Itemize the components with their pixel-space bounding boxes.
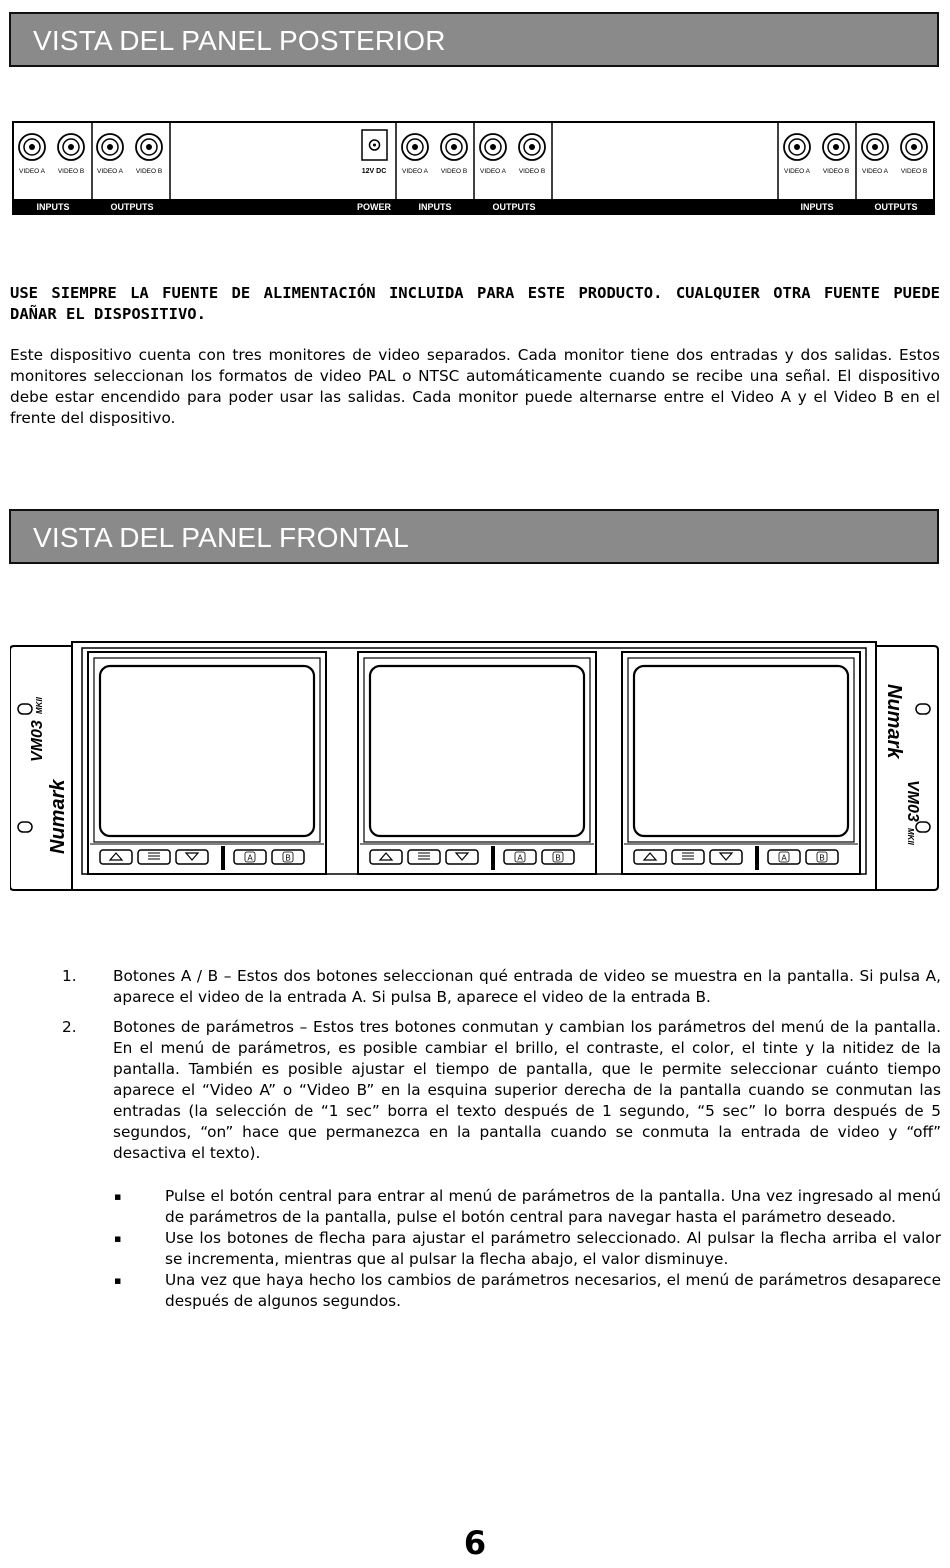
- button-label: A: [517, 853, 523, 863]
- rca-jack: [862, 134, 889, 175]
- video-b-button[interactable]: [542, 850, 574, 864]
- list-item: [0, 1017, 950, 1164]
- video-a-button[interactable]: [768, 850, 800, 864]
- button-label: B: [819, 853, 825, 863]
- bullet-mark: ▪: [114, 1274, 122, 1287]
- bullet-mark: ▪: [114, 1232, 122, 1245]
- bullet-item: [0, 1270, 950, 1312]
- rca-jack-label: VIDEO A: [479, 168, 507, 175]
- bullet-list: [0, 1186, 950, 1312]
- monitor: [622, 652, 860, 874]
- rear-group-label: INPUTS: [800, 202, 834, 212]
- menu-button[interactable]: [138, 850, 170, 864]
- left-model-text: VM03: [29, 720, 46, 762]
- front-panel-diagram: [10, 640, 940, 896]
- button-separator: [755, 846, 759, 870]
- left-mount-hole-top: [18, 704, 32, 714]
- rear-panel-diagram: [12, 120, 936, 216]
- down-arrow-button[interactable]: [710, 850, 742, 864]
- right-rack-ear: [876, 646, 938, 890]
- page-number: 6: [463, 1524, 487, 1562]
- rca-jack-label: VIDEO A: [18, 168, 46, 175]
- monitor-screen: [100, 666, 314, 836]
- power-jack: [362, 130, 387, 160]
- left-brand-text: Numark: [47, 779, 69, 854]
- rca-jack: [441, 134, 467, 175]
- button-label: B: [555, 853, 561, 863]
- rca-jack: [823, 134, 849, 175]
- rca-jack: [402, 134, 429, 175]
- monitor-screen: [634, 666, 848, 836]
- rca-jack: [480, 134, 507, 175]
- rear-group-label: POWER: [356, 202, 392, 212]
- video-a-button[interactable]: [234, 850, 266, 864]
- power-jack-label: 12V DC: [361, 168, 387, 175]
- front-panel-title: VISTA DEL PANEL FRONTAL: [33, 522, 409, 553]
- monitor: [88, 652, 326, 874]
- button-separator: [491, 846, 495, 870]
- video-b-button[interactable]: [272, 850, 304, 864]
- rca-jack: [19, 134, 46, 175]
- video-b-button[interactable]: [806, 850, 838, 864]
- rca-jack-label: VIDEO B: [57, 168, 85, 175]
- rca-jack-label: VIDEO A: [96, 168, 124, 175]
- rear-group-label: OUTPUTS: [110, 202, 154, 212]
- rca-jack: [136, 134, 162, 175]
- monitor-screen: [370, 666, 584, 836]
- bullet-text: Use los botones de flecha para ajustar el parámetro seleccionado. Al pulsar la flecha arriba el valor se incrementa, mientras que al pulsar la flecha abajo, el valor disminuye.: [165, 1229, 941, 1268]
- front-panel-section-header: [9, 509, 939, 564]
- button-label: A: [247, 853, 253, 863]
- down-arrow-button[interactable]: [176, 850, 208, 864]
- bullet-item: [0, 1186, 950, 1228]
- rear-group-label: OUTPUTS: [492, 202, 536, 212]
- left-mount-hole-bottom: [18, 822, 32, 832]
- bullet-text: Pulse el botón central para entrar al menú de parámetros de la pantalla. Una vez ingresado al menú de parámetros de la pantalla, pulse el botón central para navegar hasta el parámetro deseado.: [165, 1187, 941, 1226]
- rca-jack: [784, 134, 811, 175]
- rca-jack-label: VIDEO B: [135, 168, 163, 175]
- down-arrow-button[interactable]: [446, 850, 478, 864]
- list-item-text: Botones de parámetros – Estos tres botones conmutan y cambian los parámetros del menú de la pantalla. En el menú de parámetros, es posible cambiar el brillo, el contraste, el color, el tinte y la nitidez de la pantalla. También es posible ajustar el tiempo de pantalla, que le permite seleccionar cuánto tiempo aparece el “Video A” o “Video B” en la esquina superior derecha de la pantalla cuando se conmutan las entradas (la selección de “1 sec” borra el texto después de 1 segundo, “5 sec” lo borra después de 5 segundos, “on” hace que permanezca en la pantalla cuando se conmuta la entrada de video y “off” desactiva el texto).: [113, 1018, 941, 1162]
- rca-jack: [97, 134, 124, 175]
- rca-jack-label: VIDEO B: [822, 168, 850, 175]
- up-arrow-button[interactable]: [100, 850, 132, 864]
- button-label: B: [285, 853, 291, 863]
- list-item-text: Botones A / B – Estos dos botones seleccionan qué entrada de video se muestra en la pantalla. Si pulsa A, aparece el video de la entrada A. Si pulsa B, aparece el video de la entrada B.: [113, 967, 941, 1006]
- rca-jack: [58, 134, 84, 175]
- bullet-item: [0, 1228, 950, 1270]
- monitors: [88, 652, 860, 874]
- rear-group-label: OUTPUTS: [874, 202, 918, 212]
- up-arrow-button[interactable]: [634, 850, 666, 864]
- button-label: A: [781, 853, 787, 863]
- rca-jack-label: VIDEO A: [783, 168, 811, 175]
- right-model-text: VM03: [904, 780, 921, 822]
- rear-group-label: INPUTS: [36, 202, 70, 212]
- rca-jack-label: VIDEO B: [440, 168, 468, 175]
- rear-panel-title: VISTA DEL PANEL POSTERIOR: [33, 25, 446, 56]
- rca-jack-label: VIDEO B: [900, 168, 928, 175]
- bullet-mark: ▪: [114, 1190, 122, 1203]
- menu-button[interactable]: [672, 850, 704, 864]
- monitor: [358, 652, 596, 874]
- rear-panel-section-header: [9, 12, 939, 67]
- rca-jack-label: VIDEO B: [518, 168, 546, 175]
- up-arrow-button[interactable]: [370, 850, 402, 864]
- right-mount-hole-bottom: [916, 822, 930, 832]
- intro-paragraph: Este dispositivo cuenta con tres monitores de video separados. Cada monitor tiene dos entradas y dos salidas. Estos monitores seleccionan los formatos de video PAL o NTSC automáticamente cuando se recibe una señal. El dispositivo debe estar encendido para poder usar las salidas. Cada monitor puede alternarse entre el Video A y el Video B en el frente del dispositivo.: [10, 346, 940, 427]
- list-item: [0, 966, 950, 1008]
- menu-button[interactable]: [408, 850, 440, 864]
- rear-group-label: INPUTS: [418, 202, 452, 212]
- rca-jack-label: VIDEO A: [861, 168, 889, 175]
- bullet-text: Una vez que haya hecho los cambios de parámetros necesarios, el menú de parámetros desaparece después de algunos segundos.: [165, 1271, 941, 1310]
- rca-jack: [901, 134, 927, 175]
- right-brand-text: Numark: [883, 684, 905, 759]
- power-warning: USE SIEMPRE LA FUENTE DE ALIMENTACIÓN INCLUIDA PARA ESTE PRODUCTO. CUALQUIER OTRA FUENTE PUEDE DAÑAR EL DISPOSITIVO.: [10, 284, 940, 323]
- right-mount-hole-top: [916, 704, 930, 714]
- list-item-number: 2.: [62, 1018, 77, 1036]
- list-item-number: 1.: [62, 967, 77, 985]
- rca-jack: [519, 134, 545, 175]
- video-a-button[interactable]: [504, 850, 536, 864]
- left-model-suffix: MKII: [35, 697, 44, 714]
- rca-jack-label: VIDEO A: [401, 168, 429, 175]
- feature-list: [0, 966, 950, 1312]
- right-model-suffix: MKII: [906, 828, 915, 845]
- button-separator: [221, 846, 225, 870]
